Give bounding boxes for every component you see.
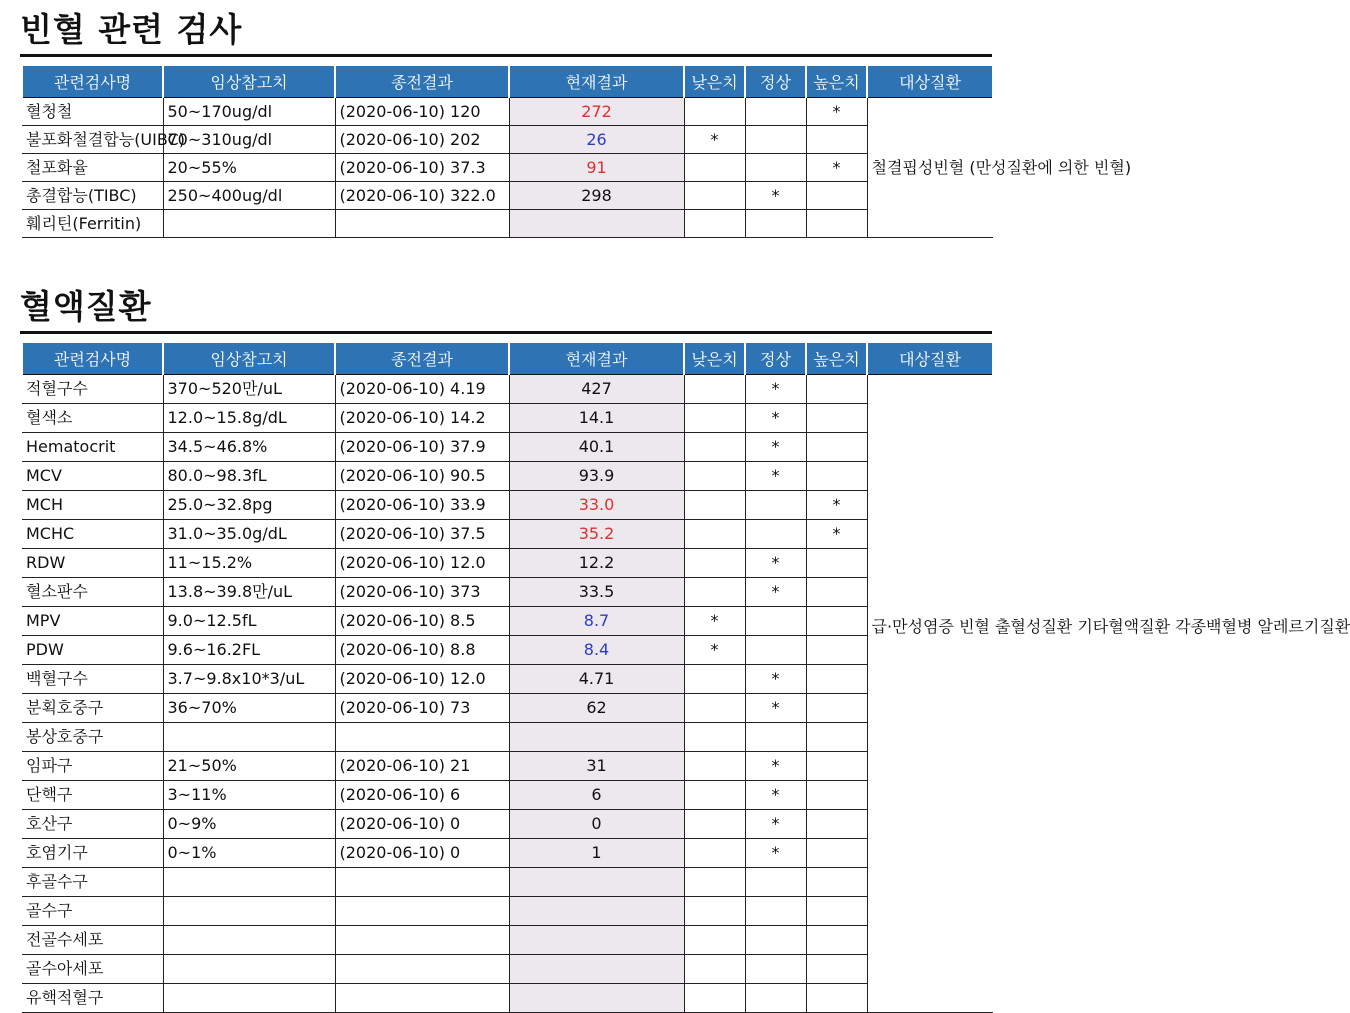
table-row (22, 955, 993, 984)
current-result-cell: 91 (509, 154, 684, 182)
previous-result-cell: (2020-06-10) 33.9 (335, 491, 509, 520)
table-row (22, 636, 993, 665)
previous-result-cell: (2020-06-10) 37.5 (335, 520, 509, 549)
low-flag-cell (684, 549, 745, 578)
table-row (22, 182, 993, 210)
high-flag-cell: * (806, 98, 867, 126)
test-name-cell: 골수구 (22, 897, 163, 926)
test-name-cell: MCHC (22, 520, 163, 549)
header-high: 높은치 (806, 66, 867, 98)
reference-cell: 9.0~12.5fL (163, 607, 335, 636)
anemia-test-table (21, 66, 1132, 238)
normal-flag-cell: * (745, 810, 806, 839)
test-name-cell: 불포화철결합능(UIBC) (22, 126, 163, 154)
previous-result-cell: (2020-06-10) 6 (335, 781, 509, 810)
low-flag-cell (684, 404, 745, 433)
header-test-name: 관련검사명 (22, 343, 163, 375)
test-name-cell: 호산구 (22, 810, 163, 839)
high-flag-cell (806, 462, 867, 491)
normal-flag-cell: * (745, 578, 806, 607)
previous-result-cell (335, 868, 509, 897)
previous-result-cell (335, 897, 509, 926)
header-reference: 임상참고치 (163, 66, 335, 98)
section-divider (20, 54, 992, 57)
low-flag-cell (684, 752, 745, 781)
current-result-cell: 272 (509, 98, 684, 126)
test-name-cell: 분획호중구 (22, 694, 163, 723)
table-header-row (22, 66, 993, 98)
current-result-cell (509, 723, 684, 752)
previous-result-cell: (2020-06-10) 37.3 (335, 154, 509, 182)
header-normal: 정상 (745, 343, 806, 375)
previous-result-cell: (2020-06-10) 12.0 (335, 665, 509, 694)
normal-flag-cell: * (745, 182, 806, 210)
reference-cell: 0~9% (163, 810, 335, 839)
table-row (22, 491, 993, 520)
header-current: 현재결과 (509, 66, 684, 98)
table-row (22, 578, 993, 607)
current-result-cell: 0 (509, 810, 684, 839)
current-result-cell (509, 868, 684, 897)
table-row (22, 98, 993, 126)
current-result-cell: 12.2 (509, 549, 684, 578)
normal-flag-cell (745, 868, 806, 897)
current-result-cell: 40.1 (509, 433, 684, 462)
normal-flag-cell (745, 210, 806, 238)
test-name-cell: 임파구 (22, 752, 163, 781)
reference-cell: 20~55% (163, 154, 335, 182)
reference-cell: 11~15.2% (163, 549, 335, 578)
table-row (22, 462, 993, 491)
header-previous: 종전결과 (335, 343, 509, 375)
high-flag-cell (806, 433, 867, 462)
current-result-cell: 14.1 (509, 404, 684, 433)
normal-flag-cell: * (745, 839, 806, 868)
high-flag-cell (806, 182, 867, 210)
high-flag-cell (806, 694, 867, 723)
test-name-cell: 전골수세포 (22, 926, 163, 955)
low-flag-cell (684, 810, 745, 839)
header-reference: 임상참고치 (163, 343, 335, 375)
low-flag-cell (684, 723, 745, 752)
normal-flag-cell: * (745, 375, 806, 404)
header-high: 높은치 (806, 343, 867, 375)
high-flag-cell (806, 607, 867, 636)
current-result-cell: 62 (509, 694, 684, 723)
previous-result-cell: (2020-06-10) 37.9 (335, 433, 509, 462)
header-normal: 정상 (745, 66, 806, 98)
table-row (22, 520, 993, 549)
table-row (22, 752, 993, 781)
low-flag-cell (684, 839, 745, 868)
test-name-cell: MPV (22, 607, 163, 636)
high-flag-cell: * (806, 491, 867, 520)
low-flag-cell (684, 781, 745, 810)
table-header-row (22, 343, 993, 375)
test-name-cell: 후골수구 (22, 868, 163, 897)
high-flag-cell (806, 752, 867, 781)
previous-result-cell: (2020-06-10) 8.5 (335, 607, 509, 636)
high-flag-cell (806, 210, 867, 238)
header-low: 낮은치 (684, 66, 745, 98)
current-result-cell: 4.71 (509, 665, 684, 694)
normal-flag-cell (745, 491, 806, 520)
high-flag-cell (806, 810, 867, 839)
test-name-cell: 단핵구 (22, 781, 163, 810)
reference-cell (163, 868, 335, 897)
reference-cell: 3~11% (163, 781, 335, 810)
high-flag-cell (806, 984, 867, 1013)
previous-result-cell: (2020-06-10) 202 (335, 126, 509, 154)
previous-result-cell (335, 984, 509, 1013)
previous-result-cell: (2020-06-10) 120 (335, 98, 509, 126)
previous-result-cell: (2020-06-10) 90.5 (335, 462, 509, 491)
high-flag-cell (806, 723, 867, 752)
test-name-cell: 봉상호중구 (22, 723, 163, 752)
reference-cell: 0~1% (163, 839, 335, 868)
previous-result-cell: (2020-06-10) 8.8 (335, 636, 509, 665)
previous-result-cell (335, 955, 509, 984)
reference-cell: 250~400ug/dl (163, 182, 335, 210)
table-row (22, 868, 993, 897)
current-result-cell (509, 984, 684, 1013)
header-test-name: 관련검사명 (22, 66, 163, 98)
previous-result-cell: (2020-06-10) 4.19 (335, 375, 509, 404)
table-row (22, 549, 993, 578)
normal-flag-cell (745, 984, 806, 1013)
low-flag-cell (684, 897, 745, 926)
normal-flag-cell: * (745, 665, 806, 694)
table-row (22, 126, 993, 154)
normal-flag-cell (745, 636, 806, 665)
low-flag-cell (684, 520, 745, 549)
high-flag-cell (806, 636, 867, 665)
reference-cell (163, 210, 335, 238)
test-name-cell: 백혈구수 (22, 665, 163, 694)
reference-cell (163, 897, 335, 926)
normal-flag-cell: * (745, 433, 806, 462)
high-flag-cell: * (806, 520, 867, 549)
table-row (22, 665, 993, 694)
test-name-cell: RDW (22, 549, 163, 578)
previous-result-cell (335, 210, 509, 238)
current-result-cell: 1 (509, 839, 684, 868)
normal-flag-cell (745, 897, 806, 926)
reference-cell: 34.5~46.8% (163, 433, 335, 462)
high-flag-cell (806, 126, 867, 154)
previous-result-cell: (2020-06-10) 0 (335, 839, 509, 868)
reference-cell: 3.7~9.8x10*3/uL (163, 665, 335, 694)
table-row (22, 433, 993, 462)
table-row (22, 897, 993, 926)
high-flag-cell (806, 781, 867, 810)
normal-flag-cell (745, 98, 806, 126)
high-flag-cell (806, 375, 867, 404)
current-result-cell: 427 (509, 375, 684, 404)
low-flag-cell (684, 375, 745, 404)
blood-disease-test-table (21, 343, 1350, 1013)
normal-flag-cell (745, 955, 806, 984)
low-flag-cell (684, 462, 745, 491)
current-result-cell: 8.4 (509, 636, 684, 665)
table-row (22, 375, 993, 404)
high-flag-cell (806, 897, 867, 926)
high-flag-cell (806, 665, 867, 694)
previous-result-cell (335, 926, 509, 955)
table-row (22, 607, 993, 636)
current-result-cell: 31 (509, 752, 684, 781)
test-name-cell: 혈소판수 (22, 578, 163, 607)
test-name-cell: PDW (22, 636, 163, 665)
test-name-cell: MCH (22, 491, 163, 520)
low-flag-cell (684, 98, 745, 126)
header-previous: 종전결과 (335, 66, 509, 98)
low-flag-cell (684, 433, 745, 462)
high-flag-cell (806, 578, 867, 607)
reference-cell: 9.6~16.2FL (163, 636, 335, 665)
current-result-cell: 6 (509, 781, 684, 810)
current-result-cell: 8.7 (509, 607, 684, 636)
current-result-cell: 33.5 (509, 578, 684, 607)
high-flag-cell (806, 868, 867, 897)
target-disease-cell: 철결핍성빈혈 (만성질환에 의한 빈혈) (867, 98, 993, 238)
header-disease: 대상질환 (867, 66, 993, 98)
low-flag-cell: * (684, 636, 745, 665)
table-row (22, 839, 993, 868)
normal-flag-cell (745, 154, 806, 182)
reference-cell (163, 955, 335, 984)
reference-cell (163, 926, 335, 955)
high-flag-cell (806, 926, 867, 955)
low-flag-cell (684, 210, 745, 238)
test-name-cell: 혈색소 (22, 404, 163, 433)
high-flag-cell (806, 955, 867, 984)
header-low: 낮은치 (684, 343, 745, 375)
current-result-cell (509, 210, 684, 238)
high-flag-cell: * (806, 154, 867, 182)
normal-flag-cell (745, 520, 806, 549)
previous-result-cell (335, 723, 509, 752)
normal-flag-cell: * (745, 549, 806, 578)
current-result-cell (509, 926, 684, 955)
table-row (22, 810, 993, 839)
table-row (22, 210, 993, 238)
low-flag-cell (684, 182, 745, 210)
table-row (22, 984, 993, 1013)
test-name-cell: 골수아세포 (22, 955, 163, 984)
normal-flag-cell: * (745, 462, 806, 491)
previous-result-cell: (2020-06-10) 73 (335, 694, 509, 723)
high-flag-cell (806, 404, 867, 433)
previous-result-cell: (2020-06-10) 12.0 (335, 549, 509, 578)
target-disease-cell: 급·만성염증 빈혈 출혈성질환 기타혈액질환 각종백혈병 알레르기질환 (867, 375, 993, 1013)
low-flag-cell: * (684, 607, 745, 636)
normal-flag-cell (745, 723, 806, 752)
section-title-blood-disease: 혈액질환 (20, 287, 152, 326)
low-flag-cell (684, 926, 745, 955)
header-current: 현재결과 (509, 343, 684, 375)
high-flag-cell (806, 549, 867, 578)
reference-cell: 50~170ug/dl (163, 98, 335, 126)
table-row (22, 926, 993, 955)
table-row (22, 781, 993, 810)
test-name-cell: MCV (22, 462, 163, 491)
header-disease: 대상질환 (867, 343, 993, 375)
test-name-cell: 철포화율 (22, 154, 163, 182)
previous-result-cell: (2020-06-10) 373 (335, 578, 509, 607)
table-row (22, 154, 993, 182)
current-result-cell (509, 897, 684, 926)
test-name-cell: 적혈구수 (22, 375, 163, 404)
reference-cell: 370~520만/uL (163, 375, 335, 404)
current-result-cell: 93.9 (509, 462, 684, 491)
current-result-cell: 26 (509, 126, 684, 154)
low-flag-cell (684, 868, 745, 897)
low-flag-cell: * (684, 126, 745, 154)
test-name-cell: 혈청철 (22, 98, 163, 126)
normal-flag-cell (745, 926, 806, 955)
section-title-anemia: 빈혈 관련 검사 (20, 10, 243, 49)
reference-cell: 80.0~98.3fL (163, 462, 335, 491)
low-flag-cell (684, 491, 745, 520)
reference-cell: 70~310ug/dl (163, 126, 335, 154)
normal-flag-cell: * (745, 694, 806, 723)
current-result-cell: 33.0 (509, 491, 684, 520)
low-flag-cell (684, 154, 745, 182)
reference-cell: 31.0~35.0g/dL (163, 520, 335, 549)
low-flag-cell (684, 694, 745, 723)
current-result-cell (509, 955, 684, 984)
reference-cell: 12.0~15.8g/dL (163, 404, 335, 433)
reference-cell (163, 723, 335, 752)
normal-flag-cell: * (745, 781, 806, 810)
reference-cell: 21~50% (163, 752, 335, 781)
normal-flag-cell (745, 607, 806, 636)
low-flag-cell (684, 955, 745, 984)
low-flag-cell (684, 984, 745, 1013)
test-name-cell: Hematocrit (22, 433, 163, 462)
previous-result-cell: (2020-06-10) 21 (335, 752, 509, 781)
previous-result-cell: (2020-06-10) 322.0 (335, 182, 509, 210)
reference-cell: 13.8~39.8만/uL (163, 578, 335, 607)
current-result-cell: 298 (509, 182, 684, 210)
previous-result-cell: (2020-06-10) 14.2 (335, 404, 509, 433)
test-name-cell: 호염기구 (22, 839, 163, 868)
table-row (22, 723, 993, 752)
normal-flag-cell (745, 126, 806, 154)
test-name-cell: 총결합능(TIBC) (22, 182, 163, 210)
previous-result-cell: (2020-06-10) 0 (335, 810, 509, 839)
reference-cell: 25.0~32.8pg (163, 491, 335, 520)
low-flag-cell (684, 578, 745, 607)
test-name-cell: 유핵적혈구 (22, 984, 163, 1013)
reference-cell: 36~70% (163, 694, 335, 723)
normal-flag-cell: * (745, 404, 806, 433)
table-row (22, 404, 993, 433)
test-name-cell: 훼리틴(Ferritin) (22, 210, 163, 238)
high-flag-cell (806, 839, 867, 868)
table-row (22, 694, 993, 723)
low-flag-cell (684, 665, 745, 694)
reference-cell (163, 984, 335, 1013)
normal-flag-cell: * (745, 752, 806, 781)
current-result-cell: 35.2 (509, 520, 684, 549)
section-divider (20, 331, 992, 334)
